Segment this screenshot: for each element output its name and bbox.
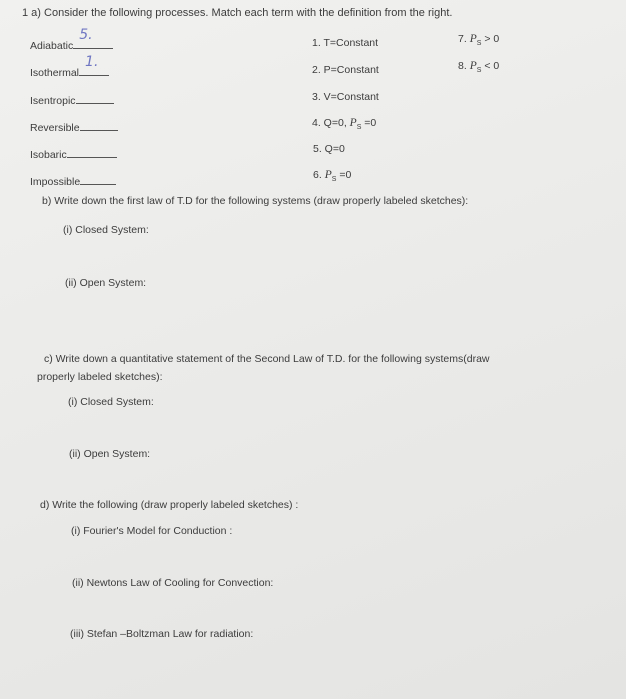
question-1d-prompt: d) Write the following (draw properly labeled sketches) :: [40, 499, 299, 511]
definition-5: 5. Q=0: [313, 143, 345, 155]
handwritten-answer: 5.: [79, 27, 93, 43]
answer-blank[interactable]: [80, 120, 118, 131]
definition-4: 4. Q=0, $P_S =0$: [312, 117, 377, 132]
term-label: Isobaric: [30, 149, 67, 161]
q1c-open-system: (ii) Open System:: [69, 448, 151, 460]
term-reversible: [30, 120, 118, 134]
term-isothermal: [30, 54, 109, 79]
question-1c-prompt-line1: c) Write down a quantitative statement of the Second Law of T.D. for the following systems(draw: [44, 353, 490, 365]
definition-2: 2. P=Constant: [312, 64, 379, 76]
definition-7: 7. $P_S > 0$: [458, 33, 500, 48]
definition-8: 8. $P_S < 0$: [458, 60, 500, 75]
definition-3: 3. V=Constant: [312, 91, 379, 103]
term-label: Impossible: [30, 176, 81, 188]
term-label: Reversible: [30, 122, 80, 134]
q1d-stefan-boltzman: (iii) Stefan –Boltzman Law for radiation:: [70, 628, 254, 640]
term-impossible: [30, 174, 116, 188]
q1b-open-system: (ii) Open System:: [65, 277, 147, 289]
q1d-fourier: (i) Fourier's Model for Conduction :: [71, 525, 233, 537]
q1c-closed-system: (i) Closed System:: [68, 396, 154, 408]
term-label: Adiabatic: [30, 40, 74, 52]
answer-blank[interactable]: [79, 54, 109, 76]
definition-6: 6. $P_S =0$: [313, 169, 352, 184]
question-1a-prompt: 1 a) Consider the following processes. Match each term with the definition from the right.: [22, 7, 453, 19]
answer-blank[interactable]: [67, 147, 117, 158]
term-label: Isentropic: [30, 95, 76, 107]
term-isentropic: [30, 93, 114, 107]
question-1b-prompt: b) Write down the first law of T.D for the following systems (draw properly labeled sketches):: [42, 195, 469, 207]
q1b-closed-system: (i) Closed System:: [63, 224, 149, 236]
term-isobaric: [30, 147, 117, 161]
handwritten-answer: 1.: [85, 54, 99, 70]
definition-1: 1. T=Constant: [312, 37, 379, 49]
q1d-newton-cooling: (ii) Newtons Law of Cooling for Convection:: [72, 577, 274, 589]
question-1c-prompt-line2: properly labeled sketches):: [37, 371, 163, 383]
answer-blank[interactable]: [80, 174, 116, 185]
term-label: Isothermal: [30, 67, 80, 79]
answer-blank[interactable]: [76, 93, 114, 104]
answer-blank[interactable]: [73, 27, 113, 49]
term-adiabatic: [30, 27, 113, 52]
